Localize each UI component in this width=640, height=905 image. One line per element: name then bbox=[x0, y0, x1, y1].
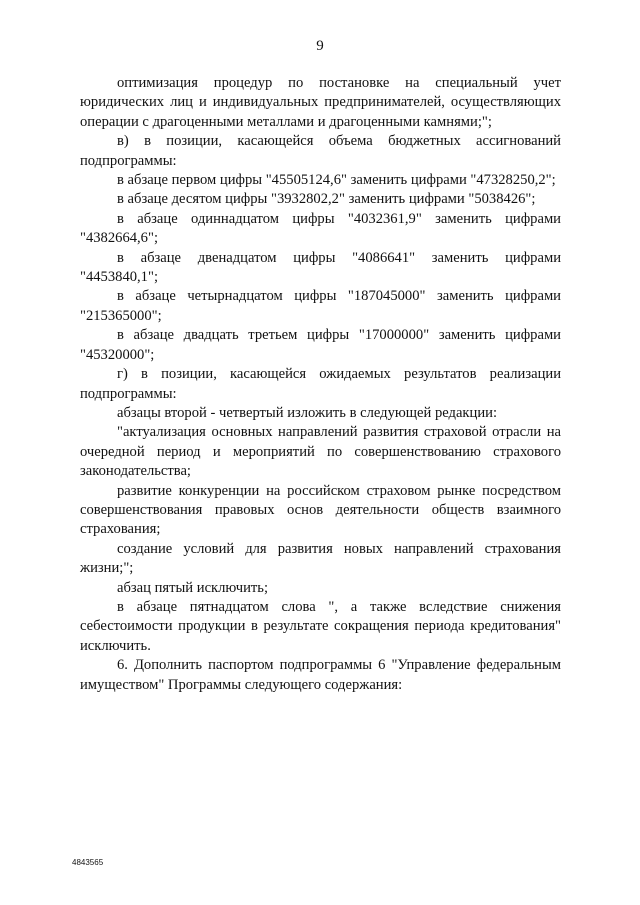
paragraph-first-abzac: в абзаце первом цифры "45505124,6" заменить цифрами "47328250,2"; bbox=[117, 172, 556, 189]
paragraph-expected-results: г) в позиции, касающейся ожидаемых результатов реализации подпрограммы: bbox=[80, 366, 561, 402]
paragraph-twelfth-abzac: в абзаце двенадцатом цифры "4086641" заменить цифрами "4453840,1"; bbox=[80, 249, 561, 286]
paragraph-fourteenth-abzac: в абзаце четырнадцатом цифры "187045000" заменить цифрами "215365000"; bbox=[80, 288, 561, 324]
paragraph-optimization: оптимизация процедур по постановке на специальный учет юридических лиц и индивидуальных предпринимателей, осуществляющих операции с драгоценными металлами и драгоценными камнями;"; bbox=[80, 75, 561, 130]
paragraph-twenty-third-abzac: в абзаце двадцать третьем цифры "17000000" заменить цифрами "45320000"; bbox=[80, 327, 561, 363]
paragraph-tenth-abzac: в абзаце десятом цифры "3932802,2" заменить цифрами "5038426"; bbox=[117, 191, 536, 208]
page-number: 9 bbox=[316, 38, 324, 54]
paragraph-abzacs-2-4: абзацы второй - четвертый изложить в следующей редакции: bbox=[117, 404, 498, 421]
paragraph-budget-position: в) в позиции, касающейся объема бюджетных ассигнований подпрограммы: bbox=[80, 133, 561, 169]
paragraph-section-6: 6. Дополнить паспортом подпрограммы 6 "Управление федеральным имуществом" Программы следующего содержания: bbox=[80, 657, 561, 693]
paragraph-competition: развитие конкуренции на российском страховом рынке посредством совершенствования правовых основ деятельности обществ взаимного страхования; bbox=[80, 482, 561, 538]
paragraph-actualization: "актуализация основных направлений развития страховой отрасли на очередной период и мероприятий по совершенствованию страхового законодательства; bbox=[80, 424, 561, 480]
paragraph-life-insurance: создание условий для развития новых направлений страхования жизни;"; bbox=[80, 540, 561, 577]
paragraph-fifteenth-abzac: в абзаце пятнадцатом слова ", а также вследствие снижения себестоимости продукции в результате сокращения периода кредитования" исключить. bbox=[80, 598, 561, 654]
document-id: 4843565 bbox=[72, 858, 104, 867]
document-body bbox=[80, 74, 561, 695]
paragraph-eleventh-abzac: в абзаце одиннадцатом цифры "4032361,9" заменить цифрами "4382664,6"; bbox=[80, 210, 561, 247]
paragraph-fifth-abzac-delete: абзац пятый исключить; bbox=[117, 579, 269, 596]
